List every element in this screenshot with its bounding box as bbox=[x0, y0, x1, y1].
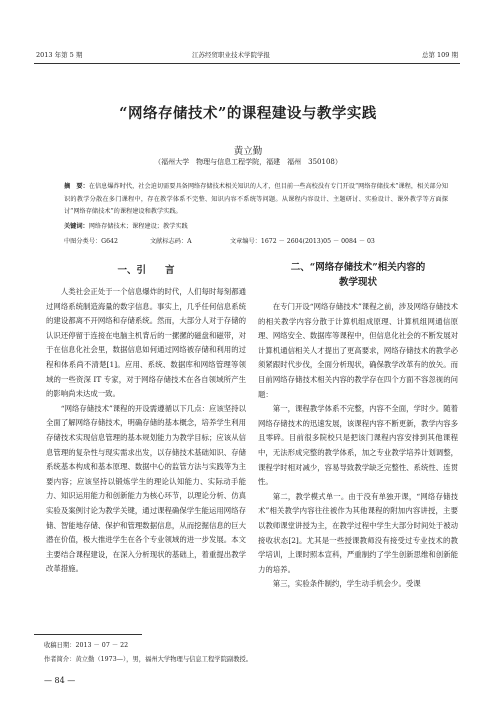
keywords-label: 关键词： bbox=[64, 223, 89, 230]
section-2-heading bbox=[254, 260, 462, 290]
paragraph: 第一，课程教学体系不完整，内容不全面，学时少。随着网络存储技术的迅速发展，该课程内容不断更新，教学内容多且零碎。目前很多院校只是把该门课程内容安排到其他课程中，无法形成完整的教学体系，加之专业教学培养计划调整，课程学时相对减少，容易导致教学缺乏完整性、系统性、连贯性。 bbox=[258, 404, 458, 487]
clc-number: 中图分类号：G642 bbox=[64, 238, 118, 245]
paragraph: 在专门开设“网络存储技术”课程之前，涉及网络存储技术的相关教学内容分散于计算机组成原理、计算机组网通信原理、网络安全、数据库等课程中，但信息化社会的不断发展对计算机通信相关人才提出了更高要求，网络存储技术的教学必须紧跟时代步伐，全面分析现状，确保教学改革有的放矢。而目前网络存储技术相关内容的教学存在四个方面不容忽视的问题： bbox=[258, 302, 458, 399]
section-1-heading: 一、引 言 bbox=[117, 265, 175, 276]
running-header bbox=[36, 50, 458, 64]
received-date: 收稿日期：2013 － 07 － 22 bbox=[44, 642, 129, 649]
abstract-text: 在信息爆炸时代，社会迫切需要具备网络存储技术相关知识的人才，但目前一些高校没有专门开设“网络存储技术”课程，相关部分知识的教学分散在多门课程中，存在教学体系不完整、知识内容不系统等问题。从课程内容设计、主题研讨、实验设计、课外教学等方面探讨“网络存储技术”的课程建设和教学实践。 bbox=[64, 183, 448, 216]
article-title: “网络存储技术”的课程建设与教学实践 bbox=[119, 105, 377, 122]
abstract bbox=[64, 181, 448, 219]
document-code: 文献标志码：A bbox=[150, 238, 192, 245]
author-name: 黄立勤 bbox=[233, 146, 263, 157]
paragraph: 第三，实验条件制约，学生动手机会少。受课 bbox=[272, 579, 421, 589]
keywords-text: 网络存储技术；课程建设；教学实践 bbox=[88, 223, 188, 230]
left-column bbox=[46, 285, 246, 577]
section-2-heading-line2: 教学现状 bbox=[338, 277, 377, 288]
keywords bbox=[64, 221, 188, 230]
right-column bbox=[258, 300, 458, 592]
issue-label: 2013 年第 5 期 bbox=[36, 51, 83, 59]
author-bio: 作者简介：黄立勤（1973—），男，福州大学物理与信息工程学院副教授。 bbox=[44, 656, 253, 663]
journal-name: 江苏经贸职业技术学院学报 bbox=[192, 51, 270, 59]
page-number: — 84 — bbox=[44, 676, 76, 685]
paragraph: “网络存储技术”课程的开设需遵循以下几点：应该坚持以全面了解网络存储技术，明确存储的基本概念，培养学生利用存储技术实现信息管理的基本规划能力为教学目标；应该从信息管理的复杂性与现实需求出发，以存储技术基础知识、存储系统基本构成和基本原理、数据中心的监管方法与实践等为主要内容；应该坚持以锻炼学生的理论认知能力、实际动手能力、知识运用能力和创新能力为核心环节，以理论分析、仿真实验及案例讨论为教学关键，通过课程确保学生能运用网络存储、智能地存储、保护和管理数据信息，从而挖掘信息的巨大潜在价值，极大推进学生在各个专业领域的进一步发展。本文主要结合课程建设，在深入分析现状的基础上，着重提出教学改革措施。 bbox=[46, 403, 246, 574]
abstract-label: 摘 要： bbox=[64, 183, 89, 190]
article-number: 文章编号：1672 － 2604(2013)05 － 0084 － 03 bbox=[230, 238, 375, 245]
total-issue-label: 总第 109 期 bbox=[421, 51, 458, 59]
section-2-heading-line1: 二、“网络存储技术”相关内容的 bbox=[290, 262, 426, 273]
paragraph: 第二，教学模式单一。由于没有单独开课，“网络存储技术”相关教学内容往往被作为其他课程的附加内容讲授，主要以教师课堂讲授为主，在教学过程中学生大部分时间处于被动接收状态[2]。尤其是一些授课教师没有接受过专业技术的教学培训，上课时照本宣科，严重制约了学生创新思维和创新能力的培养。 bbox=[258, 491, 458, 574]
footnote-rule bbox=[34, 634, 142, 635]
author-affiliation: （福州大学 物理与信息工程学院，福建 福州 350108） bbox=[154, 158, 342, 166]
paragraph: 人类社会正处于一个信息爆炸的时代，人们每时每刻都通过网络系统制造海量的数字信息。事实上，几乎任何信息系统的建设都离不开网络和存储系统。然而，大部分人对于存储的认识还停留于连接在电脑主机背后的一摞摞的磁盘和磁带，对于在信息化社会里，数据信息如何通过网络被存储和利用的过程和体系尚不清楚[1]。应用、系统、数据库和网络管理等领域的一些资深 IT 专家，对于网络存储技术在各自领域所产生的影响尚未达成一致。 bbox=[46, 287, 246, 399]
header-rule bbox=[34, 63, 460, 64]
